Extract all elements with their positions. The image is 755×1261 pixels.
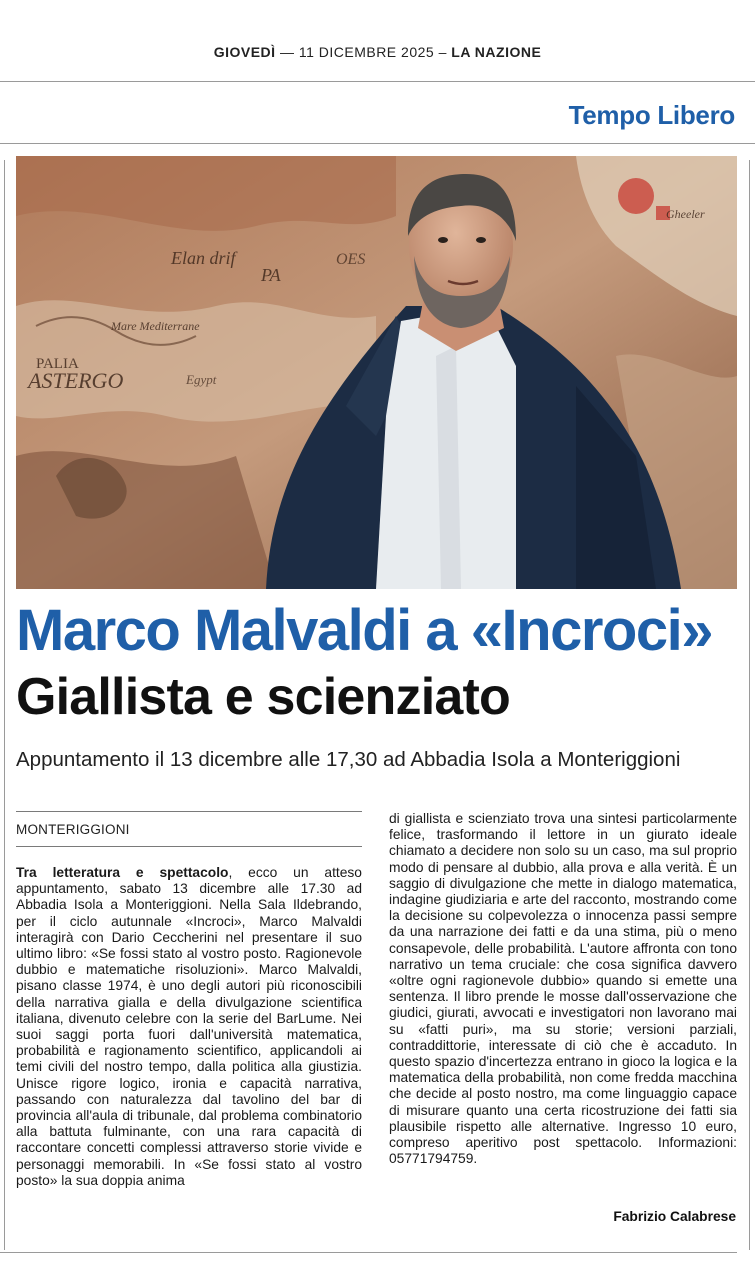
article-column-1 bbox=[16, 865, 362, 1189]
map-label: OES bbox=[336, 251, 366, 268]
article-column-2 bbox=[389, 811, 737, 1167]
map-label: PA bbox=[261, 265, 281, 285]
map-label: ASTERGO bbox=[28, 368, 124, 393]
subheadline: Giallista e scienziato bbox=[16, 668, 510, 726]
article-body-2: di giallista e scienziato trova una sintesi particolarmente felice, trasformando il lettore in un giurato ideale chiamato a decidere non solo su un caso, ma sul proprio modo di pensare al dubbio, alla prova e alla verità. È un saggio di divulgazione che mette in dialogo matematica, indagine giudiziaria e arte del racconto, mostrando come la decisione su colpevolezza o innocenza passi sempre da una narrazione dei fatti e da una stima, più o meno consapevole, delle probabilità. L'autore affronta con tono narrativo un tema cruciale: che cosa significa davvero «oltre ogni ragionevole dubbio» quando si emette una sentenza. Il libro prende le mosse dall'osservazione che giudici, giurati, avvocati e investigatori non lavorano mai su «fatti puri», ma su storie; versioni parziali, contraddittorie, interessate di ciò che è accaduto. In questo spazio d'incertezza entrano in gioco la logica e la matematica della probabilità, non come fredda macchina che decide al posto nostro, ma come linguaggio capace di misurare quanto una certa ricostruzione dei fatti sia plausibile rispetto alle alternative. Ingresso 10 euro, compreso aperitivo post spettacolo. Informazioni: 05771794759. bbox=[389, 811, 737, 1167]
column-border-right bbox=[749, 160, 750, 1250]
dateline: MONTERIGGIONI bbox=[16, 822, 130, 837]
masthead-separator: — bbox=[279, 44, 295, 60]
masthead bbox=[0, 44, 755, 60]
dateline-rule-bottom bbox=[16, 846, 362, 847]
map-label: PALIA bbox=[36, 356, 79, 372]
masthead-rule bbox=[0, 81, 755, 82]
section-label: Tempo Libero bbox=[568, 100, 735, 130]
masthead-newspaper: LA NAZIONE bbox=[451, 44, 542, 60]
column-border-left bbox=[4, 160, 5, 1250]
masthead-day: GIOVEDÌ bbox=[213, 44, 276, 60]
map-label: Mare Mediterrane bbox=[111, 319, 200, 333]
footer-rule bbox=[0, 1252, 737, 1253]
map-label: Egypt bbox=[186, 372, 217, 387]
headline: Marco Malvaldi a «Incroci» bbox=[16, 598, 712, 663]
dateline-rule-top bbox=[16, 811, 362, 812]
author-photo bbox=[16, 156, 737, 589]
summary: Appuntamento il 13 dicembre alle 17,30 ad Abbadia Isola a Monteriggioni bbox=[16, 748, 681, 771]
masthead-separator: – bbox=[438, 44, 447, 60]
article-body-1: , ecco un atteso appuntamento, sabato 13 dicembre alle 17.30 ad Abbadia Isola a Monteriggioni. Nella Sala Ildebrando, per il ciclo autunnale «Incroci», Marco Malvaldi interagirà con Dario Ceccherini nel presentare il suo ultimo libro: «Se fossi stato al vostro posto. Ragionevole dubbio e matematiche risoluzioni». Marco Malvaldi, pisano classe 1974, è uno degli autori più riconoscibili della narrativa gialla e della divulgazione scientifica italiana, divenuto celebre con la serie del BarLume. Nei suoi saggi porta fuori dall'università matematica, probabilità e ragionamento scientifico, applicandoli ai temi civili del nostro tempo, dalla politica alla giustizia. Unisce rigore logico, ironia e capacità narrativa, passando con naturalezza dal tavolino del bar di provincia all'aula di tribunale, dal problema combinatorio alla battuta fulminante, con una rara capacità di raccontare concetti complessi attraverso storie vivide e personaggi memorabili. In «Se fossi stato al vostro posto» la sua doppia anima bbox=[16, 865, 362, 1188]
article-lead: Tra letteratura e spettacolo bbox=[16, 865, 229, 880]
map-label: Gheeler bbox=[666, 207, 705, 221]
section-rule bbox=[0, 143, 755, 144]
map-label: Elan drif bbox=[171, 248, 236, 268]
byline: Fabrizio Calabrese bbox=[613, 1209, 736, 1224]
masthead-date: 11 DICEMBRE 2025 bbox=[298, 44, 435, 60]
